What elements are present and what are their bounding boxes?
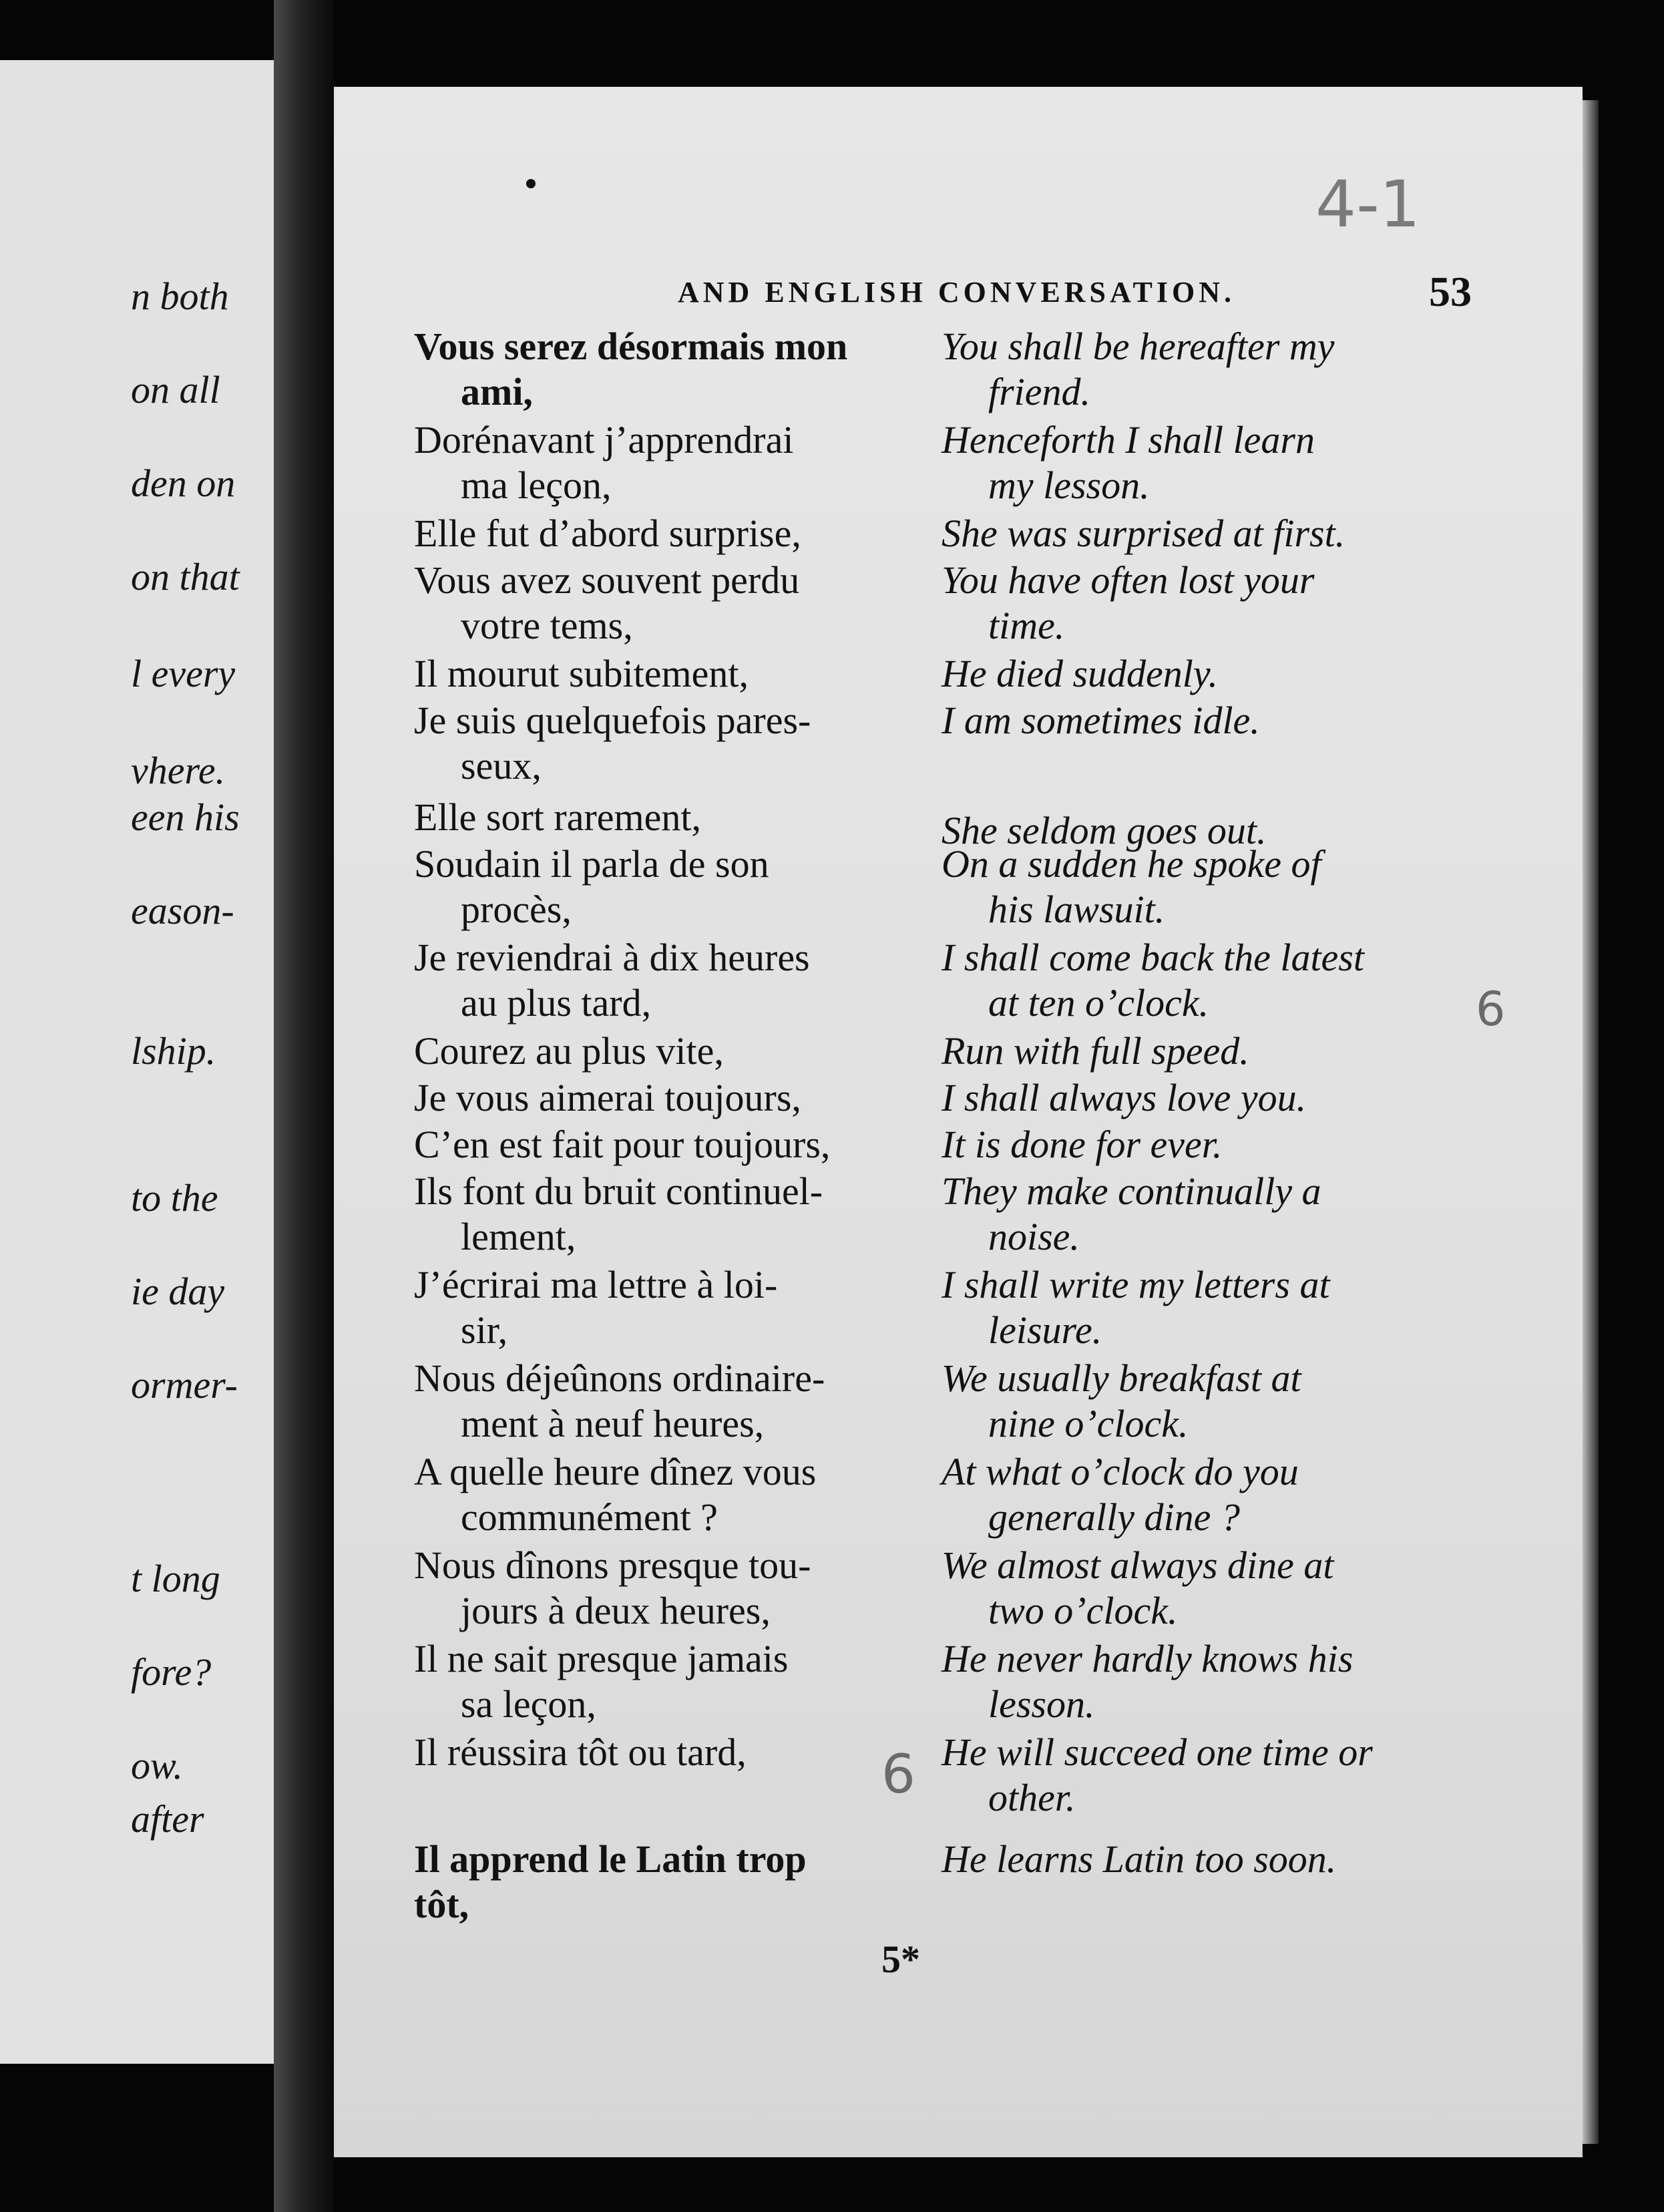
english-phrase: I shall always love you. [942,1076,1307,1119]
left-fragment: ie day [131,1270,225,1313]
english-phrase: They make continually a noise. [942,1169,1321,1258]
english-phrase: He learns Latin too soon. [942,1837,1337,1881]
previous-page [0,60,274,2064]
french-phrase: Il mourut subitement, [414,652,749,695]
french-phrase: Elle fut d’abord surprise, [414,512,801,555]
left-fragment: on all [131,368,220,411]
left-fragment: eason- [131,889,234,932]
french-phrase: Soudain il parla de son procès, [414,842,769,931]
left-fragment: ow. [131,1744,183,1787]
left-fragment: lship. [131,1029,216,1073]
english-phrase: She was surprised at first. [942,512,1345,555]
french-phrase: A quelle heure dînez vous communément ? [414,1450,817,1539]
english-phrase: He will succeed one time or other. [942,1730,1373,1819]
page-number: 53 [1429,268,1472,315]
french-phrase: Je suis quelquefois pares- seux, [414,699,811,787]
french-phrase: Il ne sait presque jamais sa leçon, [414,1637,789,1726]
english-phrase: We usually breakfast at nine o’clock. [942,1356,1301,1445]
pencil-mark-right: 6 [1476,982,1506,1037]
left-fragment: to the [131,1176,218,1220]
english-phrase: She seldom goes out. [942,809,1267,852]
french-phrase: Il réussira tôt ou tard, [414,1730,747,1774]
english-phrase: He died suddenly. [942,652,1218,695]
pencil-mark-mid: 6 [881,1743,915,1805]
left-fragment: n both [131,274,229,318]
french-phrase: Je reviendrai à dix heures au plus tard, [414,936,810,1025]
left-fragment: vhere. [131,749,226,792]
english-phrase: I shall come back the latest at ten o’clock. [942,936,1364,1025]
french-phrase: Vous avez souvent perdu votre tems, [414,558,800,647]
french-phrase: Il apprend le Latin trop tôt, [414,1837,807,1926]
english-phrase: Henceforth I shall learn my lesson. [942,418,1315,507]
ink-dot [526,179,536,188]
left-fragment: after [131,1797,204,1841]
book-gutter [274,0,334,2212]
english-phrase: It is done for ever. [942,1123,1223,1166]
english-phrase: We almost always dine at two o’clock. [942,1543,1334,1632]
english-phrase: You have often lost your time. [942,558,1315,647]
left-fragment: een his [131,795,240,839]
left-fragment: ormer- [131,1363,238,1407]
left-fragment: on that [131,555,240,598]
english-phrase: You shall be hereafter my friend. [942,325,1335,413]
english-phrase: I am sometimes idle. [942,699,1260,742]
english-phrase: On a sudden he spoke of his lawsuit. [942,842,1321,931]
english-phrase: He never hardly knows his lesson. [942,1637,1354,1726]
printer-signature: 5* [881,1938,920,1981]
french-phrase: J’écrirai ma lettre à loi- sir, [414,1263,778,1352]
french-phrase: Nous dînons presque tou- jours à deux heures, [414,1543,811,1632]
left-fragment: t long [131,1557,220,1600]
left-fragment: den on [131,462,236,505]
french-phrase: Je vous aimerai toujours, [414,1076,801,1119]
book-page [334,87,1583,2157]
left-fragment: fore? [131,1650,212,1694]
left-fragment: l every [131,652,236,695]
french-phrase: Elle sort rarement, [414,795,701,839]
french-phrase: Ils font du bruit continuel- lement, [414,1169,823,1258]
french-phrase: Courez au plus vite, [414,1029,724,1073]
page-edge [1583,100,1599,2144]
english-phrase: Run with full speed. [942,1029,1249,1073]
pencil-mark-top: 4-1 [1315,167,1420,242]
running-head: AND ENGLISH CONVERSATION. [678,276,1235,309]
french-phrase: Nous déjeûnons ordinaire- ment à neuf heures, [414,1356,825,1445]
french-phrase: C’en est fait pour toujours, [414,1123,831,1166]
french-phrase: Dorénavant j’apprendrai ma leçon, [414,418,794,507]
french-phrase: Vous serez désormais mon ami, [414,325,848,413]
english-phrase: At what o’clock do you generally dine ? [942,1450,1299,1539]
english-phrase: I shall write my letters at leisure. [942,1263,1330,1352]
